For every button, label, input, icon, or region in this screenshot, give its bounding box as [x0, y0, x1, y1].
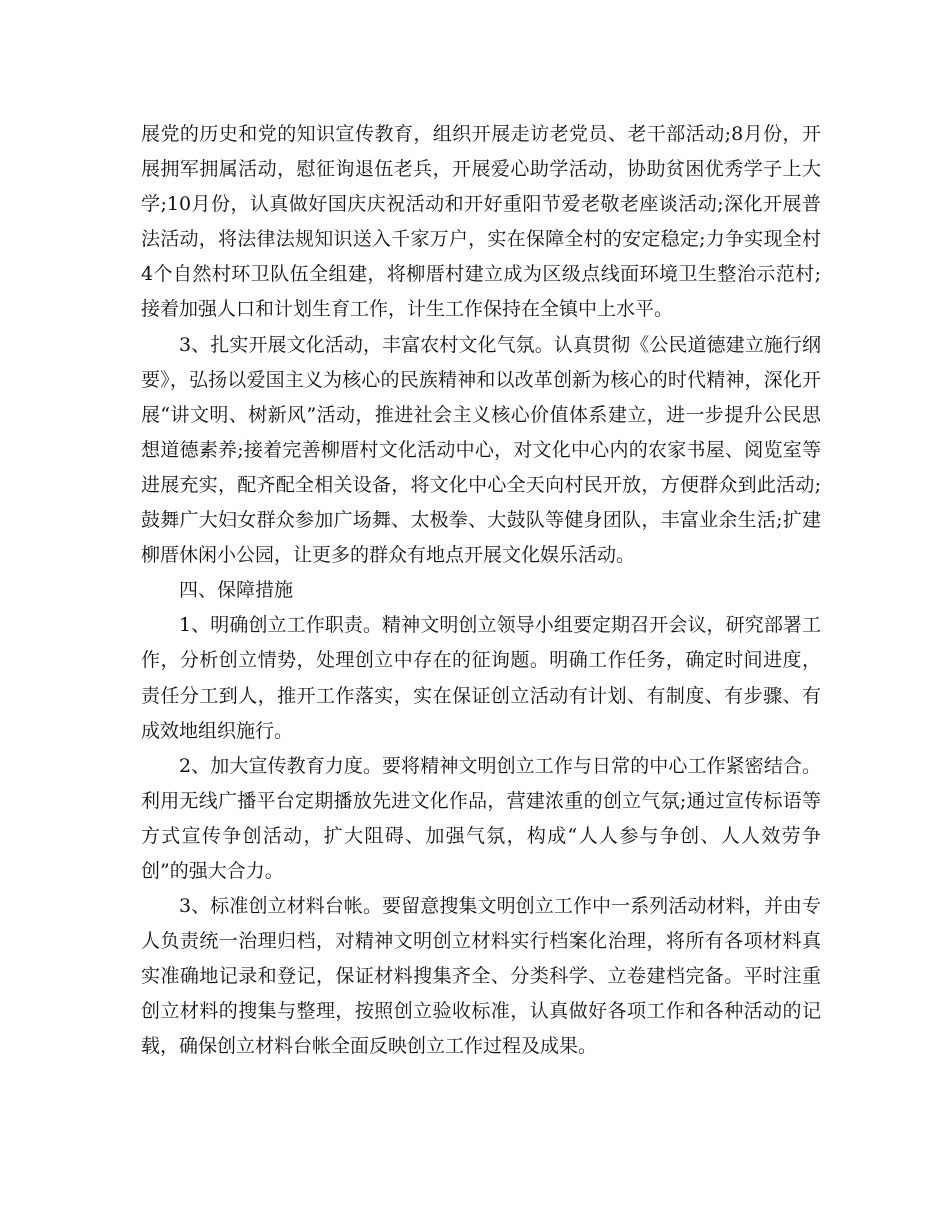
document-body: [141, 117, 821, 1065]
paragraph: 展党的历史和党的知识宣传教育，组织开展走访老党员、老干部活动;8月份，开展拥军拥属活动，慰征询退伍老兵，开展爱心助学活动，协助贫困优秀学子上大学;10月份，认真做好国庆庆祝活动和开好重阳节爱老敬老座谈活动;深化开展普法活动，将法律法规知识送入千家万户，实在保障全村的安定稳定;力争实现全村4个自然村环卫队伍全组建，将柳厝村建立成为区级点线面环境卫生整治示范村;接着加强人口和计划生育工作，计生工作保持在全镇中上水平。: [141, 123, 821, 321]
paragraph: 3、扎实开展文化活动，丰富农村文化气氛。认真贯彻《公民道德建立施行纲要》，弘扬以爱国主义为核心的民族精神和以改革创新为核心的时代精神，深化开展“讲文明、树新风”活动，推进社会主义核心价值体系建立，进一步提升公民思想道德素养;接着完善柳厝村文化活动中心，对文化中心内的农家书屋、阅览室等进展充实，配齐配全相关设备，将文化中心全天向村民开放，方便群众到此活动;鼓舞广大妇女群众参加广场舞、太极拳、大鼓队等健身团队，丰富业余生活;扩建柳厝休闲小公园，让更多的群众有地点开展文化娱乐活动。: [141, 333, 821, 567]
paragraph: 2、加大宣传教育力度。要将精神文明创立工作与日常的中心工作紧密结合。利用无线广播平台定期播放先进文化作品，营建浓重的创立气氛;通过宣传标语等方式宣传争创活动，扩大阻碍、加强气氛，构成“人人参与争创、人人效劳争创”的强大合力。: [141, 754, 821, 882]
paragraph: 3、标准创立材料台帐。要留意搜集文明创立工作中一系列活动材料，并由专人负责统一治理归档，对精神文明创立材料实行档案化治理，将所有各项材料真实准确地记录和登记，保证材料搜集齐全、分类科学、立卷建档完备。平时注重创立材料的搜集与整理，按照创立验收标准，认真做好各项工作和各种活动的记载，确保创立材料台帐全面反映创立工作过程及成果。: [141, 895, 821, 1058]
section-heading: 四、保障措施: [179, 579, 294, 602]
paragraph: 1、明确创立工作职责。精神文明创立领导小组要定期召开会议，研究部署工作，分析创立情势，处理创立中存在的征询题。明确工作任务，确定时间进度，责任分工到人，推开工作落实，实在保证创立活动有计划、有制度、有步骤、有成效地组织施行。: [141, 614, 821, 742]
